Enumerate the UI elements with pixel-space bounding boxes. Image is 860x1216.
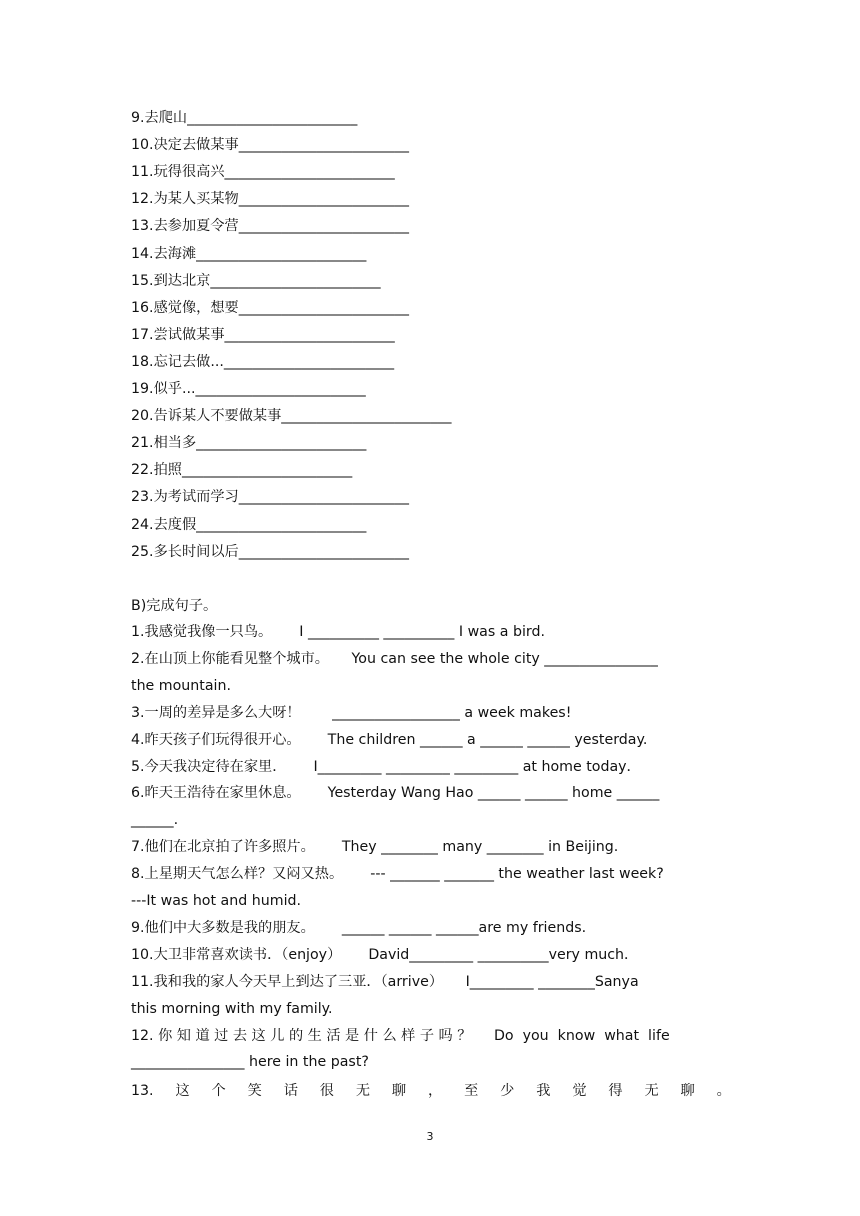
phrase-item: 20.告诉某人不要做某事________________________	[131, 408, 452, 425]
sentence-line: 10.大卫非常喜欢读书．（enjoy） David_________ __________very much．	[131, 946, 639, 963]
sentence-line: 4.昨天孩子们玩得很开心。 The children ______ a ______ ______ yesterday.	[131, 731, 648, 748]
phrase-item: 21.相当多________________________	[131, 435, 367, 452]
sentence-line: 1.我感觉我像一只鸟。 I __________ __________ I was a bird.	[131, 624, 546, 640]
sentence-line: the mountain.	[131, 677, 231, 694]
sentence-13-token: 。	[716, 1083, 731, 1099]
sentence-line: 8.上星期天气怎么样？又闷又热。 --- _______ _______ the weather last week?	[131, 866, 664, 883]
phrase-item: 24.去度假________________________	[131, 516, 367, 533]
phrase-item: 12.为某人买某物________________________	[131, 191, 409, 208]
phrase-item: 25.多长时间以后________________________	[131, 543, 409, 560]
sentence-13-token: 聊	[680, 1083, 695, 1099]
sentence-13-token: 很	[319, 1083, 334, 1099]
sentence-line: 3.一周的差异是多么大呀！ __________________ a week makes!	[131, 704, 572, 721]
phrase-item: 9.去爬山________________________	[131, 110, 358, 126]
sentence-line: 2.在山顶上你能看见整个城市。 You can see the whole city ________________	[131, 650, 658, 667]
sentence-line: ______.	[131, 812, 179, 829]
sentence-13-token: 这	[175, 1083, 190, 1099]
phrase-item: 13.去参加夏令营________________________	[131, 218, 409, 235]
sentence-13-token: 聊	[391, 1083, 407, 1099]
section-b-heading: B)完成句子。	[131, 598, 218, 614]
sentence-13-token: 无	[644, 1083, 659, 1099]
phrase-item: 15.到达北京________________________	[131, 272, 381, 289]
phrase-item: 10.决定去做某事________________________	[131, 137, 409, 154]
sentence-13-token: 笑	[247, 1083, 262, 1099]
phrase-item: 14.去海滩________________________	[131, 245, 367, 262]
sentence-line: 7.他们在北京拍了许多照片。 They ________ many ________ in Beijing.	[131, 839, 619, 856]
sentence-13-token: 少	[500, 1083, 515, 1099]
sentence-13-token: 话	[283, 1083, 298, 1099]
sentence-line: ________________ here in the past?	[131, 1054, 369, 1071]
sentence-13-token: 觉	[572, 1083, 587, 1099]
sentence-13-token: 无	[355, 1083, 371, 1099]
sentence-line: ---It was hot and humid.	[131, 893, 302, 909]
sentence-line: 11.我和我的家人今天早上到达了三亚．（arrive） I_________ ________Sanya	[131, 973, 639, 990]
sentence-line: 12. 你 知 道 过 去 这 儿 的 生 活 是 什 么 样 子 吗 ？ Do you know what life	[131, 1027, 670, 1044]
phrase-item: 23.为考试而学习________________________	[131, 489, 409, 506]
sentence-13-token: ，	[428, 1083, 443, 1099]
phrase-item: 18.忘记去做...________________________	[131, 353, 395, 370]
sentence-line: 5.今天我决定待在家里． I_________ _________ _________ at home today．	[131, 758, 641, 775]
sentence-13-token: 得	[608, 1083, 623, 1099]
page-number: 3	[426, 1130, 434, 1143]
sentence-13	[131, 1081, 731, 1101]
phrase-item: 19.似乎...________________________	[131, 381, 366, 397]
sentence-line: 9.他们中大多数是我的朋友。 ______ ______ ______are my friends.	[131, 919, 587, 936]
sentence-13-token: 个	[211, 1083, 226, 1099]
sentence-13-token: 我	[536, 1083, 551, 1099]
sentence-13-token: 13.	[131, 1083, 154, 1099]
sentence-line: 6.昨天王浩待在家里休息。 Yesterday Wang Hao ______ ______ home ______	[131, 785, 660, 802]
phrase-item: 17.尝试做某事________________________	[131, 326, 395, 343]
phrase-item: 11.玩得很高兴________________________	[131, 164, 395, 181]
sentence-line: this morning with my family.	[131, 1000, 333, 1017]
phrase-item: 22.拍照________________________	[131, 462, 353, 479]
phrase-item: 16.感觉像，想要________________________	[131, 299, 409, 316]
sentence-13-token: 至	[464, 1083, 479, 1099]
